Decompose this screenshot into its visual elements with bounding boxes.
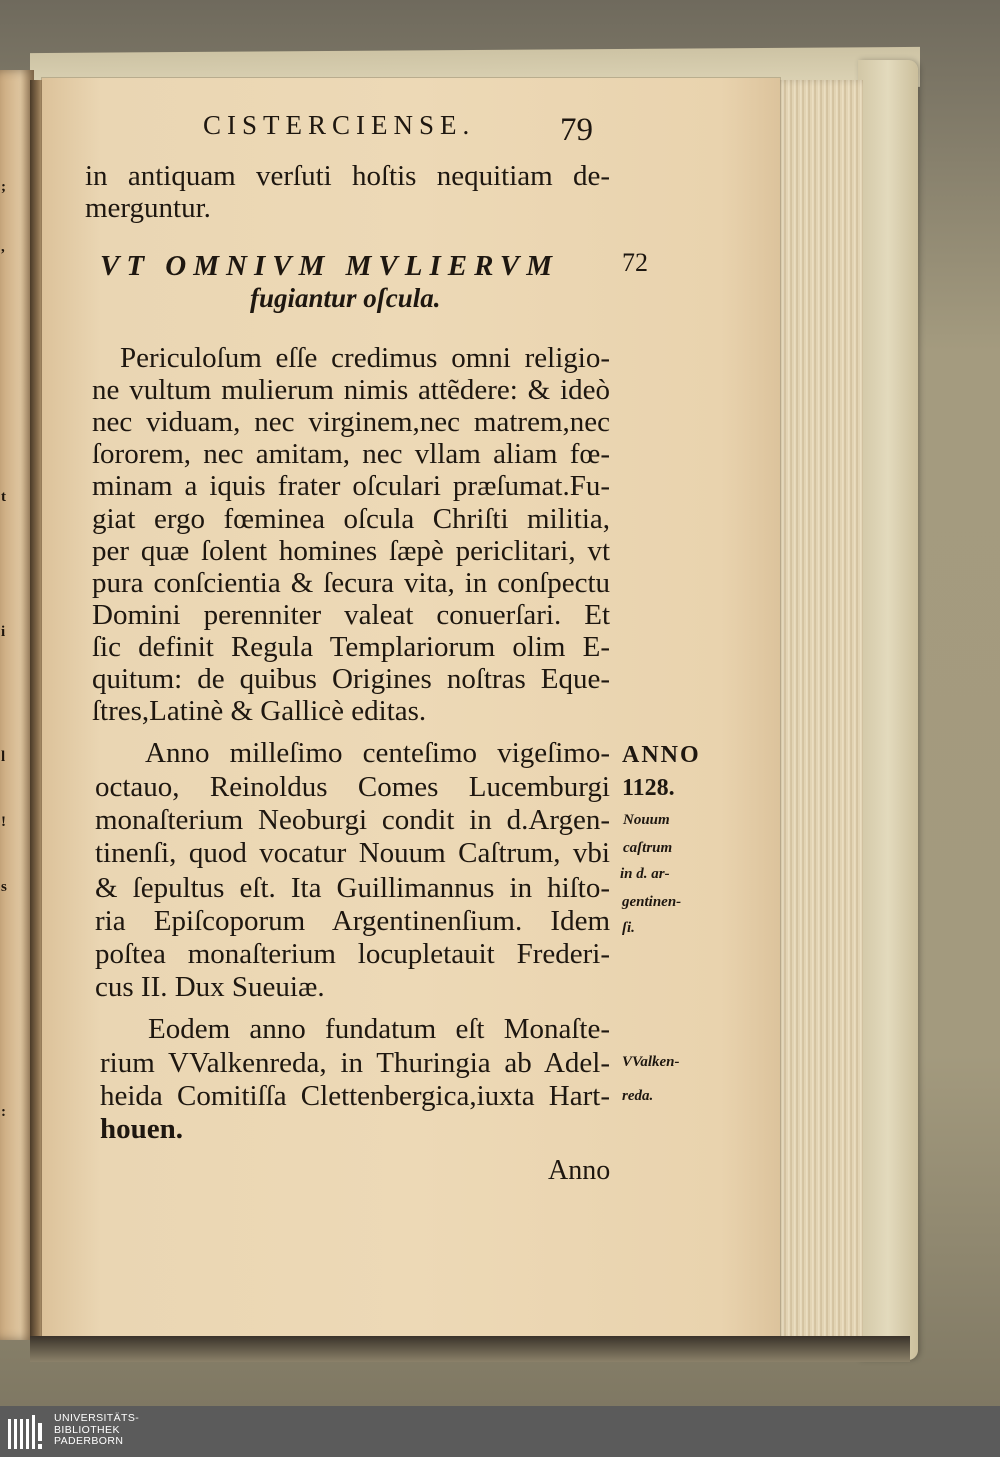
margin-note-line: ſi.	[622, 920, 635, 936]
institution-line: BIBLIOTHEK	[54, 1423, 120, 1436]
margin-note-line: in d. ar-	[620, 866, 670, 882]
institution-line: PADERBORN	[54, 1435, 124, 1447]
margin-note-line: gentinen-	[622, 894, 682, 910]
margin-note-line: caſtrum	[623, 840, 673, 856]
text-line: ſororem, nec amitam, nec vllam aliam fœ-	[92, 438, 610, 470]
text-line: nec viduam, nec virginem,nec matrem,nec	[92, 406, 610, 438]
text-line: Anno milleſimo centeſimo vigeſimo-	[145, 737, 610, 769]
text-line: giat ergo fœminea oſcula Chriſti militia,	[92, 503, 610, 535]
page-block-edge	[775, 80, 863, 1342]
text-line: tinenſi, quod vocatur Nouum Caſtrum, vbi	[95, 837, 610, 869]
text-line: ſtres,Latinè & Gallicè editas.	[92, 695, 427, 727]
chapter-heading: VT OMNIVM MVLIERVM	[100, 250, 560, 282]
facing-page-edge: ; , t i l ! s :	[0, 70, 34, 1340]
section-number: 72	[622, 248, 648, 277]
text-line: in antiquam verſuti hoſtis nequitiam de-	[85, 160, 610, 192]
text-line: houen.	[100, 1113, 184, 1145]
catchword: Anno	[548, 1155, 611, 1186]
library-logo-icon	[6, 1411, 46, 1453]
text-line: & ſepultus eſt. Ita Guillimannus in hiſto-	[95, 872, 610, 904]
text-line: ſic definit Regula Templariorum olim E-	[92, 631, 610, 663]
text-line: pura conſcientia & ſecura vita, in conſpectu	[92, 567, 610, 599]
text-line: cus II. Dux Sueuiæ.	[95, 971, 325, 1003]
margin-note-anno: ANNO	[622, 742, 701, 768]
text-line: Eodem anno fundatum eſt Monaſte-	[148, 1013, 610, 1045]
text-line: per quæ ſolent homines ſæpè periclitari, vt	[92, 535, 610, 567]
text-line: merguntur.	[85, 192, 211, 224]
text-line: octauo, Reinoldus Comes Lucemburgi	[95, 771, 610, 803]
text-line: heida Comitiſſa Clettenbergica,iuxta Hart-	[100, 1080, 610, 1112]
running-head: CISTERCIENSE.	[203, 110, 476, 140]
text-line: Periculoſum eſſe credimus omni religio-	[120, 342, 610, 374]
institution-name	[54, 1413, 139, 1448]
margin-note-line: VValken-	[622, 1054, 680, 1070]
text-line: minam a iquis frater oſculari præſumat.Fu-	[92, 470, 610, 502]
text-line: Domini perenniter valeat conuerſari. Et	[92, 599, 610, 631]
margin-note-line: reda.	[622, 1088, 654, 1104]
text-line: poſtea monaſterium locupletauit Frederi-	[95, 938, 610, 970]
cover-bottom-edge	[30, 1336, 910, 1362]
text-line: ria Epiſcoporum Argentinenſium. Idem	[95, 905, 610, 937]
vellum-cover-edge	[858, 60, 918, 1360]
text-line: quitum: de quibus Origines noſtras Eque-	[92, 663, 610, 695]
chapter-subheading: fugiantur oſcula.	[250, 283, 441, 313]
page-number: 79	[560, 112, 593, 148]
margin-note-line: Nouum	[623, 812, 670, 828]
text-line: rium VValkenreda, in Thuringia ab Adel-	[100, 1047, 610, 1079]
margin-note-year: 1128.	[622, 775, 675, 801]
library-footer-bar	[0, 1406, 1000, 1457]
text-line: ne vultum mulierum nimis attẽdere: & ideò	[92, 374, 610, 406]
institution-line: UNIVERSITÄTS-	[54, 1412, 140, 1424]
text-line: monaſterium Neoburgi condit in d.Argen-	[95, 804, 610, 836]
